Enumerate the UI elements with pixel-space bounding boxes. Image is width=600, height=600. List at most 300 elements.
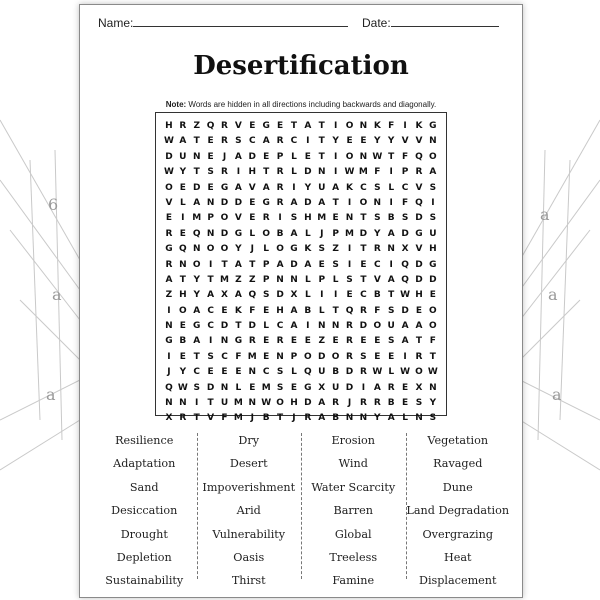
grid-letter: D: [345, 382, 354, 393]
grid-letter: D: [415, 259, 423, 270]
grid-letter: D: [290, 259, 298, 270]
grid-letter: I: [306, 321, 310, 332]
grid-letter: L: [388, 367, 395, 378]
grid-letter: T: [207, 274, 214, 285]
grid-letter: S: [318, 244, 325, 255]
grid-letter: J: [167, 367, 171, 378]
grid-letter: B: [276, 228, 284, 239]
grid-letter: T: [360, 244, 367, 255]
grid-letter: A: [318, 413, 326, 424]
grid-letter: W: [400, 367, 411, 378]
grid-letter: D: [304, 167, 312, 178]
grid-letter: T: [193, 136, 200, 147]
grid-letter: A: [234, 182, 242, 193]
grid-letter: J: [292, 413, 296, 424]
grid-letter: S: [387, 336, 395, 347]
grid-letter: G: [234, 228, 243, 239]
grid-letter: V: [248, 182, 256, 193]
grid-letter: R: [415, 167, 423, 178]
grid-letter: T: [193, 351, 200, 362]
grid-letter: E: [346, 290, 353, 301]
grid-letter: C: [207, 305, 214, 316]
grid-letter: I: [167, 305, 171, 316]
grid-letter: B: [262, 413, 270, 424]
word-list-item: Ravaged: [433, 457, 483, 471]
grid-letter: T: [249, 259, 256, 270]
grid-letter: Y: [374, 228, 381, 239]
word-list-item: Impoverishment: [202, 480, 296, 494]
grid-letter: O: [373, 321, 382, 332]
grid-letter: C: [360, 182, 367, 193]
grid-letter: P: [318, 274, 326, 285]
grid-letter: R: [276, 167, 284, 178]
date-field: [362, 16, 499, 30]
grid-letter: O: [192, 259, 201, 270]
grid-letter: E: [263, 151, 270, 162]
grid-letter: D: [304, 197, 312, 208]
grid-letter: T: [388, 151, 395, 162]
grid-letter: F: [374, 305, 381, 316]
grid-letter: P: [262, 274, 270, 285]
grid-letter: W: [372, 151, 383, 162]
grid-letter: Q: [415, 151, 423, 162]
grid-letter: D: [401, 228, 409, 239]
grid-letter: C: [248, 136, 256, 147]
grid-letter: Q: [401, 274, 409, 285]
word-list-item: Desiccation: [111, 504, 178, 518]
grid-letter: R: [359, 305, 367, 316]
word-list-item: Erosion: [331, 434, 375, 447]
grid-letter: Q: [415, 197, 423, 208]
grid-letter: T: [318, 136, 325, 147]
grid-letter: I: [403, 121, 407, 131]
grid-letter: A: [290, 321, 298, 332]
grid-letter: B: [332, 413, 340, 424]
grid-letter: C: [207, 321, 214, 332]
grid-letter: T: [277, 413, 284, 424]
grid-letter: E: [249, 382, 256, 393]
grid-letter: F: [429, 336, 436, 347]
grid-letter: E: [429, 290, 436, 301]
grid-letter: R: [276, 182, 284, 193]
grid-letter: I: [389, 197, 393, 208]
grid-letter: F: [388, 121, 395, 131]
word-column: [197, 429, 302, 593]
grid-letter: R: [387, 382, 395, 393]
grid-letter: G: [165, 336, 173, 347]
grid-letter: C: [290, 136, 298, 147]
grid-letter: O: [345, 121, 354, 131]
grid-letter: Q: [179, 244, 187, 255]
grid-letter: E: [165, 213, 173, 224]
grid-letter: S: [401, 213, 409, 224]
grid-letter: I: [347, 244, 352, 255]
grid-letter: Z: [249, 274, 256, 285]
grid-letter: E: [304, 336, 311, 347]
grid-letter: A: [276, 259, 284, 270]
grid-letter: E: [360, 259, 367, 270]
grid-letter: N: [290, 274, 298, 285]
grid-letter: E: [402, 398, 409, 409]
grid-letter: S: [207, 351, 214, 362]
grid-letter: E: [207, 136, 214, 147]
grid-letter: C: [374, 259, 381, 270]
grid-letter: A: [304, 121, 312, 131]
grid-letter: C: [360, 290, 367, 301]
grid-letter: T: [207, 398, 214, 409]
grid-letter: B: [332, 367, 340, 378]
grid-letter: X: [290, 290, 298, 301]
word-list-item: Land Degradation: [406, 504, 510, 518]
grid-letter: I: [361, 382, 366, 393]
grid-letter: K: [304, 244, 312, 255]
grid-letter: E: [415, 305, 423, 316]
grid-letter: N: [345, 413, 354, 424]
grid-letter: H: [179, 290, 187, 301]
grid-letter: E: [207, 182, 214, 193]
grid-letter: Q: [304, 367, 312, 378]
grid-letter: E: [304, 151, 311, 162]
grid-letter: J: [250, 244, 254, 255]
grid-letter: O: [429, 321, 437, 332]
grid-letter: U: [387, 321, 395, 332]
grid-letter: E: [249, 213, 256, 224]
grid-letter: N: [276, 351, 284, 362]
grid-letter: A: [429, 167, 437, 178]
grid-letter: A: [387, 413, 395, 424]
grid-letter: A: [262, 182, 270, 193]
grid-letter: T: [318, 151, 325, 162]
grid-letter: O: [179, 305, 187, 316]
grid-letter: S: [332, 259, 339, 270]
word-list-item: Dune: [442, 480, 473, 494]
word-list-item: Sand: [129, 480, 159, 494]
grid-letter: X: [415, 382, 423, 393]
date-label: Date:: [362, 16, 391, 30]
grid-letter: I: [320, 290, 324, 301]
grid-letter: T: [179, 274, 186, 285]
grid-letter: O: [165, 182, 173, 193]
grid-letter: I: [181, 213, 185, 224]
grid-letter: A: [332, 182, 340, 193]
grid-letter: S: [235, 136, 242, 147]
grid-letter: O: [262, 228, 270, 239]
word-list-item: Desert: [229, 457, 268, 471]
svg-text:a: a: [46, 385, 56, 404]
grid-letter: M: [317, 213, 327, 224]
grid-letter: R: [165, 228, 173, 239]
grid-letter: E: [290, 382, 298, 393]
letter-grid: [162, 119, 440, 427]
grid-letter: M: [247, 351, 257, 362]
grid-letter: G: [262, 197, 270, 208]
grid-letter: P: [332, 228, 339, 239]
grid-letter: A: [193, 197, 201, 208]
grid-letter: G: [429, 121, 437, 131]
grid-letter: Y: [235, 244, 242, 255]
grid-letter: V: [415, 136, 423, 147]
grid-letter: V: [234, 121, 242, 131]
grid-letter: N: [429, 382, 437, 393]
grid-letter: M: [358, 167, 368, 178]
grid-letter: D: [304, 398, 312, 409]
grid-letter: E: [374, 351, 381, 362]
grid-letter: D: [401, 305, 409, 316]
grid-letter: L: [291, 367, 297, 378]
grid-letter: N: [317, 321, 326, 332]
grid-letter: Z: [332, 244, 339, 255]
grid-letter: E: [318, 259, 325, 270]
grid-letter: B: [387, 398, 395, 409]
grid-letter: S: [429, 182, 437, 193]
grid-letter: E: [402, 382, 409, 393]
grid-letter: T: [360, 274, 367, 285]
grid-letter: D: [220, 197, 229, 208]
grid-letter: L: [402, 413, 408, 424]
grid-letter: O: [206, 244, 215, 255]
grid-letter: G: [193, 321, 201, 332]
grid-letter: R: [373, 398, 381, 409]
word-list-item: Barren: [333, 504, 373, 518]
grid-letter: I: [347, 197, 352, 208]
grid-letter: L: [263, 244, 270, 255]
grid-letter: I: [333, 121, 338, 131]
grid-letter: L: [332, 274, 339, 285]
grid-letter: L: [318, 305, 325, 316]
grid-letter: A: [234, 151, 242, 162]
grid-letter: T: [415, 336, 423, 347]
grid-letter: E: [276, 121, 284, 131]
word-list-item: Water Scarcity: [311, 480, 396, 494]
grid-letter: A: [290, 305, 298, 316]
grid-letter: F: [235, 351, 242, 362]
grid-letter: R: [346, 336, 353, 347]
grid-letter: E: [249, 197, 256, 208]
grid-letter: Y: [193, 290, 200, 301]
grid-letter: O: [415, 367, 423, 378]
grid-letter: N: [429, 136, 437, 147]
word-column: [406, 429, 511, 593]
grid-letter: C: [276, 321, 284, 332]
grid-letter: O: [345, 151, 354, 162]
grid-letter: Z: [318, 336, 325, 347]
grid-letter: R: [304, 413, 312, 424]
grid-letter: G: [165, 244, 173, 255]
svg-text:6: 6: [48, 195, 59, 214]
word-list-item: Vulnerability: [212, 527, 286, 541]
grid-letter: Z: [235, 274, 242, 285]
grid-letter: R: [276, 136, 284, 147]
grid-letter: A: [387, 228, 395, 239]
grid-letter: G: [429, 259, 437, 270]
grid-letter: E: [360, 336, 367, 347]
grid-letter: G: [290, 244, 298, 255]
grid-letter: W: [344, 167, 355, 178]
grid-letter: Y: [179, 367, 187, 378]
word-list-item: Thirst: [231, 574, 266, 588]
grid-letter: Y: [332, 136, 339, 147]
grid-letter: A: [387, 274, 395, 285]
note-label: Note:: [165, 100, 187, 109]
svg-text:a: a: [540, 205, 550, 224]
grid-letter: D: [359, 321, 368, 332]
grid-letter: W: [261, 398, 272, 409]
grid-letter: A: [318, 398, 326, 409]
grid-letter: Q: [248, 290, 257, 301]
grid-letter: W: [177, 382, 188, 393]
word-list-item: Dry: [238, 434, 260, 447]
grid-letter: R: [373, 244, 381, 255]
grid-letter: A: [401, 321, 409, 332]
grid-letter: W: [372, 367, 383, 378]
grid-letter: E: [179, 321, 186, 332]
grid-letter: S: [429, 413, 437, 424]
grid-letter: Y: [304, 182, 312, 193]
grid-letter: H: [165, 121, 173, 131]
note-text: Words are hidden in all directions including backwards and diagonally.: [186, 100, 437, 109]
grid-letter: E: [207, 367, 214, 378]
grid-letter: R: [359, 398, 367, 409]
grid-letter: J: [250, 413, 254, 424]
grid-letter: S: [207, 167, 214, 178]
grid-letter: E: [221, 305, 228, 316]
grid-letter: U: [318, 182, 326, 193]
grid-letter: A: [290, 228, 298, 239]
grid-letter: R: [332, 398, 340, 409]
grid-letter: Q: [192, 228, 201, 239]
grid-letter: F: [402, 151, 409, 162]
grid-letter: N: [359, 121, 368, 131]
grid-letter: U: [179, 151, 187, 162]
grid-letter: R: [179, 121, 187, 131]
grid-letter: R: [221, 121, 228, 131]
grid-letter: O: [276, 244, 284, 255]
grid-letter: U: [220, 398, 229, 409]
grid-letter: V: [373, 274, 381, 285]
grid-letter: T: [193, 167, 200, 178]
grid-letter: K: [346, 182, 354, 193]
grid-letter: T: [235, 321, 242, 332]
name-field: [98, 16, 348, 30]
grid-letter: I: [333, 167, 338, 178]
svg-text:a: a: [52, 285, 62, 304]
word-list-item: Famine: [332, 574, 375, 588]
grid-letter: A: [193, 336, 201, 347]
grid-letter: T: [360, 213, 367, 224]
grid-letter: Y: [387, 136, 395, 147]
grid-letter: R: [221, 167, 228, 178]
grid-letter: E: [221, 367, 228, 378]
grid-letter: N: [373, 197, 382, 208]
grid-letter: Q: [165, 382, 173, 393]
grid-letter: H: [429, 244, 437, 255]
grid-letter: L: [263, 321, 270, 332]
grid-letter: N: [206, 197, 215, 208]
grid-letter: Y: [429, 398, 437, 409]
grid-letter: D: [206, 382, 215, 393]
grid-letter: C: [221, 351, 228, 362]
grid-letter: L: [291, 151, 297, 162]
grid-letter: N: [359, 151, 368, 162]
grid-letter: M: [233, 398, 243, 409]
grid-letter: T: [388, 290, 395, 301]
grid-letter: T: [318, 121, 325, 131]
grid-letter: N: [317, 167, 326, 178]
grid-letter: S: [346, 274, 353, 285]
grid-letter: K: [234, 305, 242, 316]
grid-letter: H: [304, 213, 312, 224]
grid-letter: G: [304, 382, 312, 393]
grid-letter: I: [389, 259, 393, 270]
grid-letter: E: [179, 351, 186, 362]
grid-letter: P: [207, 213, 214, 224]
grid-letter: S: [360, 351, 367, 362]
grid-letter: P: [401, 167, 409, 178]
grid-letter: M: [345, 228, 354, 239]
grid-letter: R: [346, 351, 353, 362]
grid-letter: A: [318, 197, 326, 208]
grid-letter: D: [415, 274, 423, 285]
grid-letter: I: [208, 336, 213, 347]
svg-text:a: a: [548, 285, 558, 304]
grid-letter: G: [234, 336, 243, 347]
grid-letter: N: [331, 321, 340, 332]
grid-letter: P: [290, 351, 298, 362]
grid-letter: L: [291, 167, 297, 178]
page-title: Desertification: [193, 51, 409, 81]
grid-letter: G: [262, 121, 270, 131]
grid-letter: V: [165, 197, 173, 208]
grid-letter: I: [167, 351, 171, 362]
grid-letter: I: [306, 136, 310, 147]
grid-letter: A: [234, 259, 242, 270]
word-list-item: Oasis: [233, 550, 265, 564]
grid-letter: H: [248, 167, 257, 178]
puzzle-box: [155, 112, 447, 424]
grid-letter: A: [262, 136, 270, 147]
grid-letter: D: [359, 228, 368, 239]
grid-letter: S: [290, 213, 298, 224]
grid-letter: D: [165, 151, 173, 162]
grid-letter: N: [165, 321, 173, 332]
grid-letter: D: [415, 213, 423, 224]
grid-letter: T: [429, 351, 436, 362]
grid-letter: N: [248, 398, 257, 409]
grid-letter: E: [290, 336, 298, 347]
grid-letter: N: [220, 336, 229, 347]
grid-letter: S: [276, 382, 284, 393]
grid-letter: R: [165, 259, 173, 270]
grid-letter: W: [427, 367, 438, 378]
grid-letter: A: [401, 336, 409, 347]
grid-letter: I: [431, 197, 435, 208]
grid-letter: A: [165, 274, 173, 285]
word-list-item: Wind: [338, 457, 368, 471]
grid-letter: N: [165, 398, 173, 409]
grid-letter: H: [415, 290, 423, 301]
grid-letter: L: [388, 182, 395, 193]
grid-letter: M: [192, 213, 202, 224]
grid-letter: L: [249, 228, 256, 239]
word-list-item: Treeless: [329, 550, 378, 564]
grid-letter: X: [221, 290, 228, 301]
grid-letter: P: [262, 259, 270, 270]
grid-letter: G: [220, 182, 229, 193]
grid-letter: T: [193, 413, 200, 424]
grid-letter: B: [304, 305, 312, 316]
grid-letter: I: [333, 290, 338, 301]
grid-letter: C: [262, 367, 270, 378]
